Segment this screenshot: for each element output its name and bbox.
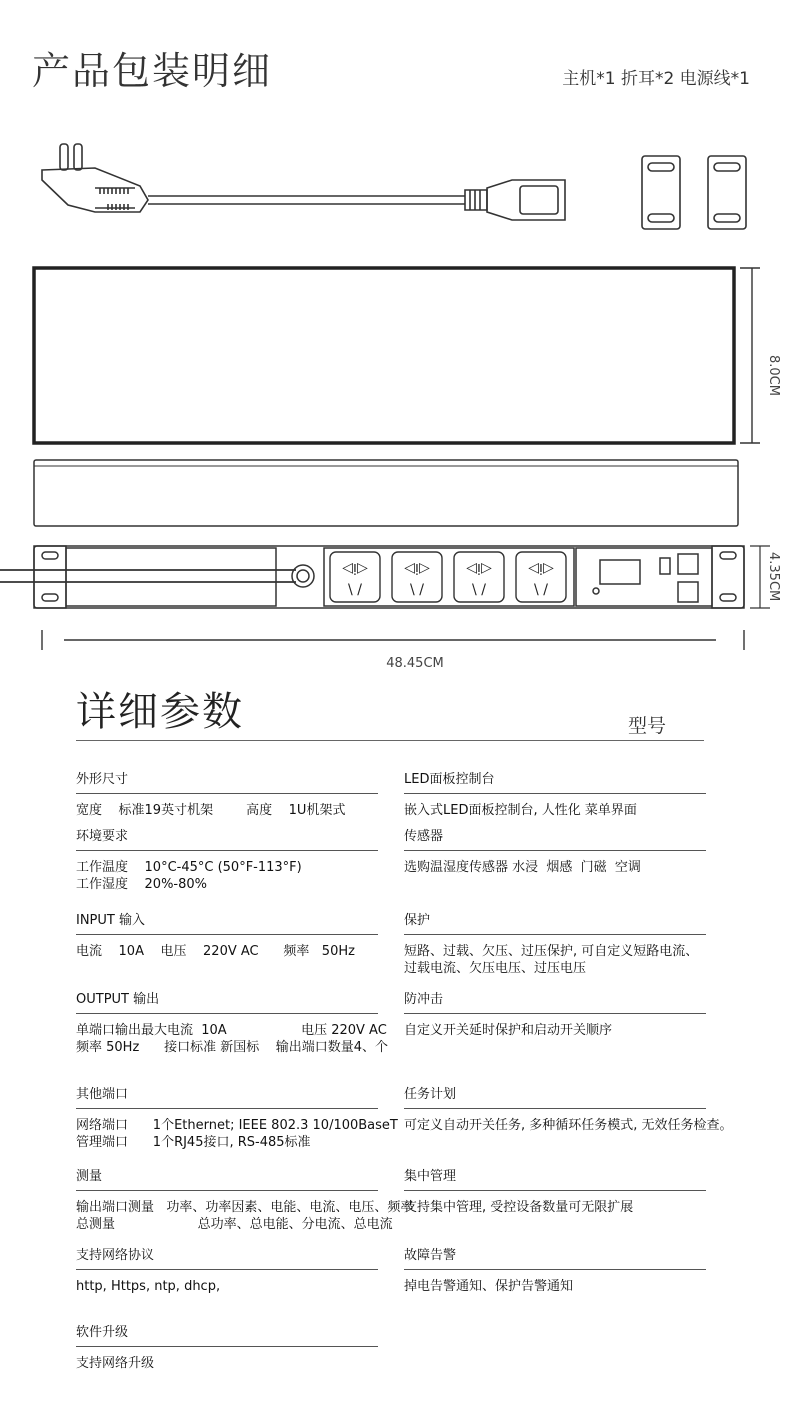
param-section-heading: 防冲击	[404, 988, 706, 1014]
param-section-body	[404, 935, 706, 977]
package-contents: 主机*1 折耳*2 电源线*1	[562, 69, 750, 89]
param-section-body	[76, 1014, 389, 1056]
svg-text:\ /: \ /	[534, 582, 548, 598]
param-section-heading: 环境要求	[76, 825, 378, 851]
param-section	[404, 1165, 706, 1216]
width-dimension-line	[42, 630, 744, 650]
packaging-box-illustration	[34, 268, 760, 443]
param-section-body	[404, 1191, 706, 1216]
param-section-heading: LED面板控制台	[404, 768, 706, 794]
param-section-heading: 任务计划	[404, 1083, 706, 1109]
svg-text:\ /: \ /	[410, 582, 424, 598]
param-section-body	[404, 794, 706, 819]
param-line: 工作温度 10°C-45°C (50°F-113°F)	[76, 860, 302, 875]
model-label: 型号	[628, 715, 667, 737]
param-section-heading: 支持网络协议	[76, 1244, 378, 1270]
power-cord-illustration	[42, 144, 565, 220]
svg-text:\ /: \ /	[472, 582, 486, 598]
param-section-heading: OUTPUT 输出	[76, 988, 378, 1014]
param-section	[404, 825, 706, 876]
param-line: 电流 10A 电压 220V AC 频率 50Hz	[76, 944, 355, 959]
param-section	[404, 1083, 733, 1134]
param-section-heading: 传感器	[404, 825, 706, 851]
param-line: 总测量 总功率、总电能、分电流、总电流	[76, 1217, 393, 1232]
param-section-body	[76, 1191, 414, 1233]
param-section	[76, 1321, 378, 1372]
param-line: 输出端口测量 功率、功率因素、电能、电流、电压、频率	[76, 1200, 414, 1215]
param-section-body	[76, 935, 378, 960]
outlet-icons	[342, 560, 554, 598]
param-section-heading: 测量	[76, 1165, 378, 1191]
params-divider	[76, 740, 704, 741]
param-line: 网络端口 1个Ethernet; IEEE 802.3 10/100BaseT	[76, 1118, 398, 1133]
param-section-body	[404, 1109, 733, 1134]
param-section	[76, 1165, 414, 1233]
param-line: 工作湿度 20%-80%	[76, 877, 208, 892]
mounting-ears-illustration	[642, 156, 746, 229]
product-drawing	[0, 0, 790, 680]
param-line: 频率 50Hz 接口标准 新国标 输出端口数量4、个	[76, 1040, 389, 1055]
param-section	[76, 988, 389, 1056]
param-line: 单端口输出最大电流 10A 电压 220V AC	[76, 1023, 387, 1038]
param-section-body	[404, 1270, 706, 1295]
param-section	[76, 909, 378, 960]
package-title: 产品包装明细	[32, 49, 273, 93]
param-section-heading: 外形尺寸	[76, 768, 378, 794]
param-section	[76, 1244, 378, 1295]
param-section-body	[76, 1347, 378, 1372]
param-section-heading: 保护	[404, 909, 706, 935]
width-dimension: 48.45CM	[386, 656, 444, 671]
height-dimension-top: 8.0CM	[766, 355, 781, 396]
param-section-body	[404, 851, 706, 876]
param-line: 宽度 标准19英寸机架 高度 1U机架式	[76, 803, 346, 818]
unit-front-view	[0, 546, 770, 608]
svg-text:◁ᴉ▷: ◁ᴉ▷	[342, 560, 368, 576]
param-section	[404, 988, 706, 1039]
param-line: 自定义开关延时保护和启动开关顺序	[404, 1023, 613, 1038]
param-section-body	[76, 1270, 378, 1295]
param-section-heading: 软件升级	[76, 1321, 378, 1347]
param-line: 支持网络升级	[76, 1356, 155, 1371]
param-section-body	[76, 794, 378, 819]
param-section	[404, 768, 706, 819]
svg-text:◁ᴉ▷: ◁ᴉ▷	[466, 560, 492, 576]
unit-top-view	[34, 460, 738, 526]
param-section	[76, 825, 378, 893]
param-section	[404, 1244, 706, 1295]
svg-text:◁ᴉ▷: ◁ᴉ▷	[528, 560, 554, 576]
param-section	[76, 768, 378, 819]
param-section-heading: 其他端口	[76, 1083, 378, 1109]
param-line: 掉电告警通知、保护告警通知	[404, 1279, 574, 1294]
param-line: 选购温湿度传感器 水浸 烟感 门磁 空调	[404, 860, 641, 875]
svg-text:◁ᴉ▷: ◁ᴉ▷	[404, 560, 430, 576]
param-section-heading: INPUT 输入	[76, 909, 378, 935]
param-line: 管理端口 1个RJ45接口, RS-485标准	[76, 1135, 311, 1150]
param-line: 短路、过载、欠压、过压保护, 可自定义短路电流、	[404, 944, 699, 959]
param-line: 支持集中管理, 受控设备数量可无限扩展	[404, 1200, 634, 1215]
param-section	[404, 909, 706, 977]
svg-text:\ /: \ /	[348, 582, 362, 598]
param-section-body	[76, 1109, 398, 1151]
param-section-body	[76, 851, 378, 893]
param-line: 可定义自动开关任务, 多种循环任务模式, 无效任务检查。	[404, 1118, 733, 1133]
height-dimension-unit: 4.35CM	[766, 552, 781, 602]
param-section-body	[404, 1014, 706, 1039]
param-section-heading: 故障告警	[404, 1244, 706, 1270]
param-line: 嵌入式LED面板控制台, 人性化 菜单界面	[404, 803, 637, 818]
param-line: http, Https, ntp, dhcp,	[76, 1279, 221, 1294]
param-line: 过载电流、欠压电压、过压电压	[404, 961, 587, 976]
params-title: 详细参数	[76, 689, 244, 735]
param-section	[76, 1083, 398, 1151]
param-section-heading: 集中管理	[404, 1165, 706, 1191]
